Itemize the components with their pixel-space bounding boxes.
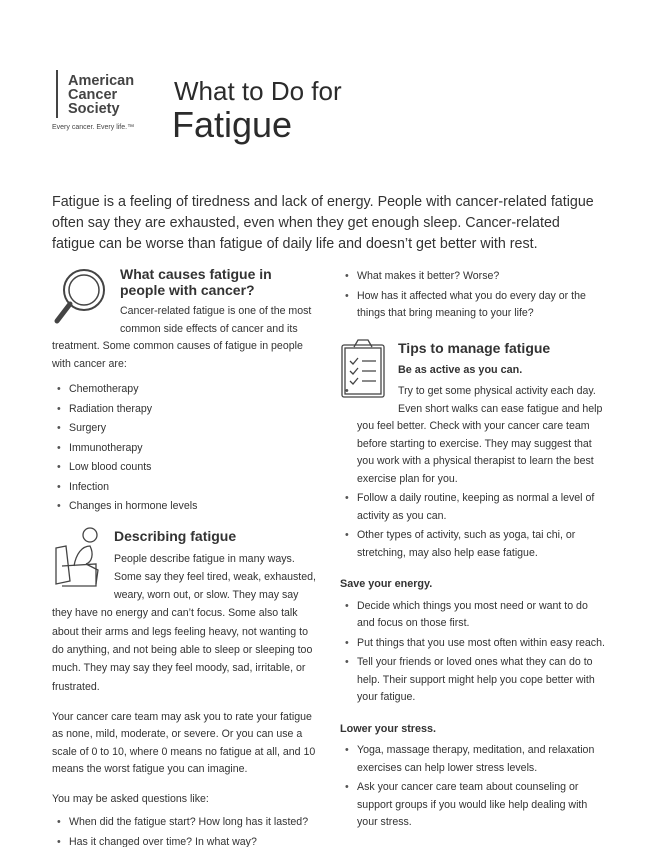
magnifier-icon	[52, 266, 110, 328]
list-item: • Other types of activity, such as yoga, tai chi, or stretching, may also help ease fatigue.	[340, 527, 605, 562]
describing-heading: Describing fatigue	[114, 527, 237, 544]
list-item: • Tell your friends or loved ones what they can do to help. Their support might help you cope better with your fatigue.	[340, 654, 605, 707]
right-column	[340, 268, 605, 834]
list-item: • What makes it better? Worse?	[340, 268, 605, 286]
causes-list	[52, 381, 317, 516]
list-item: • Infection	[52, 479, 317, 497]
rate-text: Your cancer care team may ask you to rate your fatigue as none, mild, moderate, or severe. Or you can use a scale of 0 to 10, where 0 means no fatigue at all, and 10 means the worst fatigue you can imagine.	[52, 710, 316, 776]
person-in-chair-icon	[52, 526, 104, 588]
list-item: • Chemotherapy	[52, 381, 317, 399]
list-item: • Surgery	[52, 420, 317, 438]
list-item: • Radiation therapy	[52, 401, 317, 419]
energy-heading: Save your energy.	[340, 578, 433, 590]
stress-heading: Lower your stress.	[340, 722, 437, 735]
list-item: • Changes in hormone levels	[52, 498, 317, 516]
causes-text: Cancer-related fatigue is one of the most common side effects of cancer and its treatment. Some common causes of fatigue in people with cancer are:	[52, 305, 312, 370]
list-item: • How has it affected what you do every day or the things that bring meaning to your life?	[340, 288, 605, 323]
tips-heading: Tips to manage fatigue	[398, 339, 551, 356]
list-item: • Put things that you use most often within easy reach.	[340, 635, 605, 653]
title-line2: Fatigue	[172, 104, 293, 145]
list-item: • Yoga, massage therapy, meditation, and relaxation exercises can help lower stress levels.	[340, 742, 605, 777]
logo-tagline: Every cancer. Every life.™	[52, 124, 135, 131]
causes-heading: What causes fatigue in people with cancer?	[120, 266, 272, 298]
list-item: • Has it changed over time? In what way?	[52, 834, 317, 847]
list-item: • When did the fatigue start? How long has it lasted?	[52, 814, 317, 832]
logo-caduceus-icon	[56, 70, 58, 118]
intro-paragraph: Fatigue is a feeling of tiredness and lack of energy. People with cancer-related fatigue often say they are exhausted, even when they get enough sleep. Cancer-related fatigue can be worse than fatigue of daily life and doesn’t get better with rest.	[52, 194, 594, 252]
title-line1: What to Do for	[174, 76, 342, 106]
logo-line: Cancer	[68, 87, 118, 103]
active-heading: Be as active as you can.	[398, 363, 523, 376]
left-column	[52, 266, 317, 847]
list-item: • Immunotherapy	[52, 440, 317, 458]
list-item: • Decide which things you most need or want to do and focus on those first.	[340, 598, 605, 633]
describing-text: People describe fatigue in many ways. Some say they feel tired, weak, exhausted, weary, worn out, or slow. They may say they have no energy and can’t focus. Some also talk about their arms and legs feeling heavy, not wanting to do anything, and not being able to sleep or sleeping too much. They may say they feel moody, sad, irritable, or frustrated.	[52, 552, 316, 693]
list-item: • Low blood counts	[52, 459, 317, 477]
questions-intro: You may be asked questions like:	[52, 792, 209, 805]
logo-line: American	[68, 73, 135, 89]
logo	[68, 74, 158, 116]
logo-line: Society	[68, 101, 120, 117]
list-item: • Ask your cancer care team about counseling or support groups if you would like help dealing with your stress.	[340, 779, 605, 832]
list-item: • Follow a daily routine, keeping as normal a level of activity as you can.	[340, 490, 605, 525]
list-item: • Try to get some physical activity each day. Even short walks can ease fatigue and help you feel better. Check with your cancer care team before starting to exercise. They may suggest that you work with a physical therapist to learn the best exercise plan for you.	[340, 383, 605, 488]
